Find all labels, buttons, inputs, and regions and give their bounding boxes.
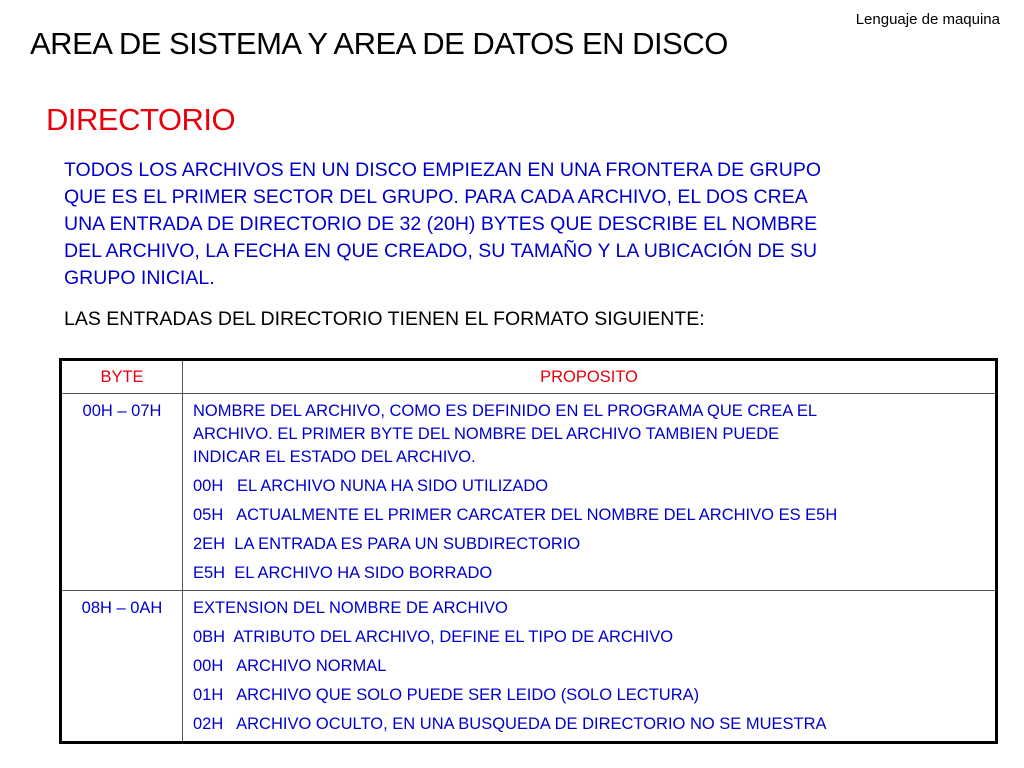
table-header-row <box>61 360 997 394</box>
description-line: ARCHIVO. EL PRIMER BYTE DEL NOMBRE DEL ARCHIVO TAMBIEN PUEDE <box>193 425 780 443</box>
intro-line: QUE ES EL PRIMER SECTOR DEL GRUPO. PARA CADA ARCHIVO, EL DOS CREA <box>64 186 808 208</box>
directory-format-table <box>59 358 998 744</box>
intro-line: DEL ARCHIVO, LA FECHA EN QUE CREADO, SU TAMAÑO Y LA UBICACIÓN DE SU <box>64 240 818 262</box>
status-code-item: 2EH LA ENTRADA ES PARA UN SUBDIRECTORIO <box>193 535 581 553</box>
corner-label: Lenguaje de maquina <box>855 11 1000 28</box>
attribute-item: 0BH ATRIBUTO DEL ARCHIVO, DEFINE EL TIPO DE ARCHIVO <box>193 628 674 646</box>
intro-line: TODOS LOS ARCHIVOS EN UN DISCO EMPIEZAN EN UNA FRONTERA DE GRUPO <box>64 159 822 181</box>
byte-range-cell: 00H – 07H <box>61 394 183 591</box>
status-code-item: 05H ACTUALMENTE EL PRIMER CARCATER DEL NOMBRE DEL ARCHIVO ES E5H <box>193 506 838 524</box>
table-row <box>61 591 997 743</box>
description-line: INDICAR EL ESTADO DEL ARCHIVO. <box>193 448 476 466</box>
attribute-item: 02H ARCHIVO OCULTO, EN UNA BUSQUEDA DE DIRECTORIO NO SE MUESTRA <box>193 715 827 733</box>
format-intro-line: LAS ENTRADAS DEL DIRECTORIO TIENEN EL FORMATO SIGUIENTE: <box>64 308 705 330</box>
purpose-column-header: PROPOSITO <box>183 360 997 394</box>
purpose-cell <box>183 394 997 591</box>
status-code-item: 00H EL ARCHIVO NUNA HA SIDO UTILIZADO <box>193 477 549 495</box>
intro-line: UNA ENTRADA DE DIRECTORIO DE 32 (20H) BYTES QUE DESCRIBE EL NOMBRE <box>64 213 818 235</box>
description-line: NOMBRE DEL ARCHIVO, COMO ES DEFINIDO EN EL PROGRAMA QUE CREA EL <box>193 402 818 420</box>
intro-paragraph <box>64 157 964 292</box>
page-title: AREA DE SISTEMA Y AREA DE DATOS EN DISCO <box>30 26 728 61</box>
attribute-item: 00H ARCHIVO NORMAL <box>193 657 387 675</box>
section-subtitle: DIRECTORIO <box>46 102 236 137</box>
attribute-item: 01H ARCHIVO QUE SOLO PUEDE SER LEIDO (SOLO LECTURA) <box>193 686 700 704</box>
byte-column-header: BYTE <box>61 360 183 394</box>
attribute-item: EXTENSION DEL NOMBRE DE ARCHIVO <box>193 599 508 617</box>
intro-line: GRUPO INICIAL. <box>64 267 215 289</box>
table-row <box>61 394 997 591</box>
byte-range-cell: 08H – 0AH <box>61 591 183 743</box>
status-code-item: E5H EL ARCHIVO HA SIDO BORRADO <box>193 564 493 582</box>
purpose-cell <box>183 591 997 743</box>
